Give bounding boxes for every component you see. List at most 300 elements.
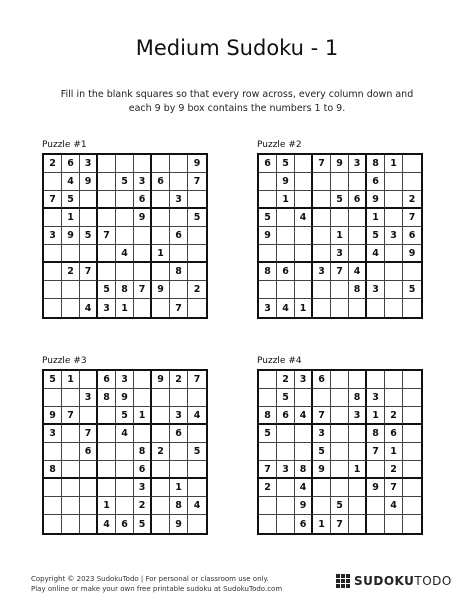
- sudoku-cell: 3: [259, 299, 277, 317]
- sudoku-cell: 7: [188, 173, 206, 191]
- sudoku-cell: 8: [44, 461, 62, 479]
- sudoku-cell: 7: [259, 461, 277, 479]
- sudoku-cell: 1: [385, 443, 403, 461]
- sudoku-cell: [98, 173, 116, 191]
- puzzle-label-3: Puzzle #3: [42, 356, 87, 366]
- sudoku-cell: 1: [367, 209, 385, 227]
- sudoku-cell: [277, 209, 295, 227]
- sudoku-cell: [385, 515, 403, 533]
- sudoku-grid-4: [257, 369, 423, 535]
- sudoku-cell: 6: [170, 227, 188, 245]
- sudoku-cell: 8: [259, 263, 277, 281]
- sudoku-cell: [313, 227, 331, 245]
- sudoku-cell: [295, 155, 313, 173]
- sudoku-cell: [331, 209, 349, 227]
- sudoku-cell: [188, 191, 206, 209]
- sudoku-cell: [259, 245, 277, 263]
- sudoku-cell: 7: [44, 191, 62, 209]
- sudoku-cell: 3: [80, 155, 98, 173]
- sudoku-cell: 6: [152, 173, 170, 191]
- sudoku-cell: [277, 497, 295, 515]
- sudoku-cell: [62, 299, 80, 317]
- sudoku-cell: 4: [295, 407, 313, 425]
- sudoku-cell: [134, 245, 152, 263]
- sudoku-cell: 4: [349, 263, 367, 281]
- sudokutodo-logo: [336, 574, 452, 588]
- sudoku-cell: 6: [80, 443, 98, 461]
- sudoku-cell: [188, 479, 206, 497]
- sudoku-cell: [295, 281, 313, 299]
- sudoku-cell: 8: [170, 263, 188, 281]
- sudoku-cell: [331, 299, 349, 317]
- sudoku-cell: [259, 281, 277, 299]
- sudoku-cell: [295, 191, 313, 209]
- sudoku-cell: [152, 191, 170, 209]
- sudoku-cell: [331, 443, 349, 461]
- sudoku-cell: 1: [367, 407, 385, 425]
- sudoku-cell: 9: [295, 497, 313, 515]
- sudoku-cell: 3: [349, 155, 367, 173]
- sudoku-cell: [80, 209, 98, 227]
- instructions-line-2: each 9 by 9 box contains the numbers 1 to 9.: [128, 103, 346, 114]
- sudoku-cell: [403, 515, 421, 533]
- sudoku-cell: [44, 515, 62, 533]
- sudoku-cell: 1: [62, 371, 80, 389]
- sudoku-cell: [62, 281, 80, 299]
- sudoku-cell: [62, 479, 80, 497]
- sudoku-cell: [295, 389, 313, 407]
- sudoku-cell: [116, 209, 134, 227]
- sudoku-cell: 8: [116, 281, 134, 299]
- sudoku-cell: 9: [403, 245, 421, 263]
- sudoku-cell: [331, 371, 349, 389]
- sudoku-cell: [188, 263, 206, 281]
- sudoku-cell: [385, 299, 403, 317]
- sudoku-cell: [313, 299, 331, 317]
- sudoku-cell: [349, 245, 367, 263]
- sudoku-cell: 7: [98, 227, 116, 245]
- sudoku-cell: 1: [331, 227, 349, 245]
- sudoku-cell: 6: [98, 371, 116, 389]
- sudoku-cell: 6: [134, 461, 152, 479]
- sudoku-cell: [152, 425, 170, 443]
- sudoku-cell: 1: [385, 155, 403, 173]
- sudoku-cell: [44, 479, 62, 497]
- sudoku-cell: 7: [331, 263, 349, 281]
- sudoku-cell: [170, 209, 188, 227]
- sudoku-cell: [403, 497, 421, 515]
- sudoku-cell: 3: [313, 425, 331, 443]
- sudoku-cell: [403, 371, 421, 389]
- sudoku-cell: [98, 245, 116, 263]
- sudoku-cell: [152, 497, 170, 515]
- sudoku-cell: [277, 515, 295, 533]
- sudoku-cell: [403, 461, 421, 479]
- sudoku-cell: 3: [170, 407, 188, 425]
- sudoku-cell: 6: [349, 191, 367, 209]
- sudoku-cell: 9: [331, 155, 349, 173]
- sudoku-cell: [349, 209, 367, 227]
- sudoku-cell: 1: [170, 479, 188, 497]
- sudoku-cell: 6: [62, 155, 80, 173]
- sudoku-cell: [116, 479, 134, 497]
- sudoku-cell: [385, 371, 403, 389]
- sudoku-cell: [116, 191, 134, 209]
- sudoku-cell: [80, 407, 98, 425]
- sudoku-cell: [80, 497, 98, 515]
- sudoku-cell: 5: [44, 371, 62, 389]
- sudoku-cell: [152, 209, 170, 227]
- sudoku-cell: 3: [80, 389, 98, 407]
- sudoku-cell: 2: [44, 155, 62, 173]
- sudoku-cell: 5: [331, 191, 349, 209]
- sudoku-cell: [403, 443, 421, 461]
- sudoku-cell: 7: [313, 155, 331, 173]
- sudoku-cell: [313, 281, 331, 299]
- sudoku-cell: [403, 173, 421, 191]
- sudoku-cell: [403, 407, 421, 425]
- sudoku-cell: [98, 191, 116, 209]
- sudoku-cell: 3: [134, 479, 152, 497]
- sudoku-cell: 9: [44, 407, 62, 425]
- sudoku-cell: [277, 227, 295, 245]
- sudoku-cell: 9: [313, 461, 331, 479]
- sudoku-cell: 5: [259, 209, 277, 227]
- sudoku-cell: [188, 425, 206, 443]
- sudoku-cell: [277, 443, 295, 461]
- page-title: Medium Sudoku - 1: [135, 36, 339, 60]
- sudoku-cell: 3: [116, 371, 134, 389]
- sudoku-cell: 7: [134, 281, 152, 299]
- sudoku-cell: 3: [313, 263, 331, 281]
- sudoku-cell: 5: [116, 173, 134, 191]
- sudoku-cell: 2: [170, 371, 188, 389]
- sudoku-cell: 1: [295, 299, 313, 317]
- sudoku-cell: [188, 227, 206, 245]
- sudoku-cell: [134, 299, 152, 317]
- sudoku-cell: 6: [134, 191, 152, 209]
- sudoku-cell: 5: [403, 281, 421, 299]
- sudoku-cell: [259, 443, 277, 461]
- sudoku-cell: 4: [62, 173, 80, 191]
- sudoku-cell: 4: [188, 407, 206, 425]
- sudoku-cell: 5: [134, 515, 152, 533]
- sudoku-cell: [44, 299, 62, 317]
- sudoku-cell: 5: [259, 425, 277, 443]
- sudoku-cell: [403, 155, 421, 173]
- sudoku-cell: [349, 425, 367, 443]
- sudoku-cell: 9: [367, 191, 385, 209]
- sudoku-cell: [403, 389, 421, 407]
- sudoku-cell: [44, 245, 62, 263]
- sudoku-cell: [98, 461, 116, 479]
- sudoku-cell: 8: [259, 407, 277, 425]
- puzzle-label-2: Puzzle #2: [257, 140, 302, 150]
- sudoku-cell: 2: [188, 281, 206, 299]
- sudoku-cell: 7: [62, 407, 80, 425]
- sudoku-cell: 9: [367, 479, 385, 497]
- sudoku-cell: 9: [134, 209, 152, 227]
- sudoku-cell: [188, 389, 206, 407]
- sudoku-cell: 1: [349, 461, 367, 479]
- sudoku-cell: [98, 209, 116, 227]
- sudoku-cell: [259, 389, 277, 407]
- sudoku-cell: 5: [367, 227, 385, 245]
- sudoku-cell: 3: [367, 389, 385, 407]
- sudoku-cell: 5: [313, 443, 331, 461]
- sudoku-cell: [403, 479, 421, 497]
- sudoku-cell: [116, 443, 134, 461]
- sudoku-cell: [188, 299, 206, 317]
- sudoku-cell: [277, 281, 295, 299]
- sudoku-cell: [259, 173, 277, 191]
- sudoku-cell: [385, 173, 403, 191]
- sudoku-cell: [367, 263, 385, 281]
- sudoku-cell: [152, 407, 170, 425]
- sudoku-cell: 2: [385, 407, 403, 425]
- sudoku-cell: 1: [134, 407, 152, 425]
- sudoku-cell: [62, 443, 80, 461]
- sudoku-cell: [44, 281, 62, 299]
- sudoku-cell: [277, 425, 295, 443]
- sudoku-cell: 2: [403, 191, 421, 209]
- instructions: [60, 88, 414, 116]
- sudoku-cell: [313, 497, 331, 515]
- sudoku-cell: [295, 263, 313, 281]
- sudoku-cell: [80, 515, 98, 533]
- sudoku-cell: 9: [277, 173, 295, 191]
- sudoku-cell: [152, 479, 170, 497]
- logo-wordmark: [354, 574, 452, 588]
- sudoku-cell: [170, 389, 188, 407]
- sudoku-cell: [277, 479, 295, 497]
- sudoku-cell: [188, 515, 206, 533]
- sudoku-cell: [152, 389, 170, 407]
- sudoku-cell: [44, 443, 62, 461]
- sudoku-cell: [170, 281, 188, 299]
- sudoku-cell: [331, 479, 349, 497]
- sudoku-cell: 6: [259, 155, 277, 173]
- sudoku-cell: [134, 227, 152, 245]
- sudoku-cell: [80, 461, 98, 479]
- sudoku-cell: 1: [98, 497, 116, 515]
- sudoku-cell: [62, 497, 80, 515]
- sudoku-cell: 3: [44, 227, 62, 245]
- sudoku-cell: 5: [98, 281, 116, 299]
- sudoku-cell: 8: [295, 461, 313, 479]
- sudoku-cell: 9: [152, 371, 170, 389]
- sudoku-cell: 8: [367, 155, 385, 173]
- sudoku-cell: 6: [170, 425, 188, 443]
- sudoku-cell: [331, 461, 349, 479]
- sudoku-cell: 8: [349, 389, 367, 407]
- sudoku-cell: 6: [277, 407, 295, 425]
- sudoku-cell: [331, 389, 349, 407]
- sudoku-cell: 8: [349, 281, 367, 299]
- sudoku-cell: [385, 389, 403, 407]
- sudoku-cell: 7: [188, 371, 206, 389]
- sudoku-cell: [62, 389, 80, 407]
- sudoku-cell: [385, 263, 403, 281]
- sudoku-cell: 7: [170, 299, 188, 317]
- sudoku-cell: 3: [98, 299, 116, 317]
- sudoku-cell: [277, 245, 295, 263]
- sudoku-cell: 8: [134, 443, 152, 461]
- sudoku-cell: [295, 425, 313, 443]
- sudoku-cell: 4: [385, 497, 403, 515]
- sudoku-cell: 2: [134, 497, 152, 515]
- sudoku-cell: 2: [385, 461, 403, 479]
- sudoku-cell: [403, 263, 421, 281]
- sudoku-cell: 8: [98, 389, 116, 407]
- sudoku-cell: [259, 515, 277, 533]
- sudoku-cell: [349, 479, 367, 497]
- sudoku-cell: [170, 461, 188, 479]
- sudoku-cell: 1: [62, 209, 80, 227]
- sudoku-cell: [134, 425, 152, 443]
- sudoku-cell: [80, 479, 98, 497]
- sudoku-cell: 4: [80, 299, 98, 317]
- sudoku-cell: [44, 263, 62, 281]
- sudoku-cell: [134, 371, 152, 389]
- sudoku-cell: [98, 155, 116, 173]
- sudoku-cell: [80, 245, 98, 263]
- sudoku-cell: [313, 173, 331, 191]
- sudoku-cell: [188, 461, 206, 479]
- sudoku-cell: 8: [367, 425, 385, 443]
- sudoku-cell: 5: [116, 407, 134, 425]
- sudoku-cell: [385, 209, 403, 227]
- puzzle-label-4: Puzzle #4: [257, 356, 302, 366]
- sudoku-cell: [367, 299, 385, 317]
- sudoku-cell: [116, 263, 134, 281]
- sudoku-cell: 1: [116, 299, 134, 317]
- sudoku-cell: 3: [367, 281, 385, 299]
- sudoku-cell: 3: [331, 245, 349, 263]
- sudoku-cell: 3: [385, 227, 403, 245]
- sudoku-cell: 4: [116, 245, 134, 263]
- sudoku-cell: [170, 443, 188, 461]
- sudoku-cell: 7: [313, 407, 331, 425]
- sudoku-cell: [98, 443, 116, 461]
- sudoku-cell: [62, 425, 80, 443]
- sudoku-cell: 4: [277, 299, 295, 317]
- sudoku-cell: 3: [277, 461, 295, 479]
- sudoku-cell: [152, 263, 170, 281]
- sudoku-cell: [116, 461, 134, 479]
- sudoku-cell: [116, 155, 134, 173]
- sudoku-cell: 6: [116, 515, 134, 533]
- sudoku-cell: [80, 281, 98, 299]
- sudoku-cell: [134, 155, 152, 173]
- sudoku-cell: [349, 173, 367, 191]
- sudoku-cell: [98, 425, 116, 443]
- sudoku-cell: 9: [116, 389, 134, 407]
- sudoku-cell: [152, 155, 170, 173]
- sudoku-cell: 5: [331, 497, 349, 515]
- sudoku-cell: [403, 425, 421, 443]
- sudoku-cell: [44, 389, 62, 407]
- sudoku-cell: [385, 245, 403, 263]
- sudoku-cell: 2: [62, 263, 80, 281]
- logo-text-bold: SUDOKU: [354, 574, 415, 588]
- sudoku-cell: 9: [170, 515, 188, 533]
- promo-line: Play online or make your own free printable sudoku at SudokuTodo.com: [31, 585, 283, 593]
- sudoku-cell: [295, 227, 313, 245]
- sudoku-cell: [170, 173, 188, 191]
- sudoku-cell: 5: [277, 155, 295, 173]
- sudoku-cell: [313, 479, 331, 497]
- sudoku-cell: [134, 389, 152, 407]
- sudoku-cell: 1: [277, 191, 295, 209]
- sudoku-cell: 4: [98, 515, 116, 533]
- sudoku-cell: [349, 515, 367, 533]
- sudoku-cell: [98, 263, 116, 281]
- sudoku-cell: [62, 515, 80, 533]
- sudoku-cell: 6: [367, 173, 385, 191]
- sudoku-cell: [44, 497, 62, 515]
- sudoku-cell: 4: [295, 479, 313, 497]
- sudoku-cell: [403, 299, 421, 317]
- sudoku-cell: 6: [295, 515, 313, 533]
- sudoku-cell: 5: [80, 227, 98, 245]
- sudoku-cell: [170, 245, 188, 263]
- logo-text-thin: TODO: [414, 574, 452, 588]
- sudoku-cell: 4: [188, 497, 206, 515]
- sudoku-cell: 6: [313, 371, 331, 389]
- sudoku-cell: 9: [152, 281, 170, 299]
- sudoku-cell: [349, 299, 367, 317]
- sudoku-cell: 9: [188, 155, 206, 173]
- sudoku-cell: [62, 245, 80, 263]
- sudoku-cell: 9: [259, 227, 277, 245]
- sudoku-cell: [44, 209, 62, 227]
- sudoku-cell: [385, 191, 403, 209]
- sudoku-cell: 7: [331, 515, 349, 533]
- sudoku-cell: 7: [80, 263, 98, 281]
- sudoku-cell: [331, 281, 349, 299]
- sudoku-cell: [152, 515, 170, 533]
- sudoku-cell: 2: [152, 443, 170, 461]
- sudoku-cell: [331, 425, 349, 443]
- sudoku-cell: [259, 191, 277, 209]
- sudoku-cell: [349, 497, 367, 515]
- sudoku-cell: 7: [80, 425, 98, 443]
- sudoku-cell: 5: [277, 389, 295, 407]
- sudoku-cell: [367, 461, 385, 479]
- sudoku-cell: [313, 245, 331, 263]
- sudoku-cell: [188, 245, 206, 263]
- sudoku-cell: [295, 245, 313, 263]
- copyright-line: Copyright © 2023 SudokuTodo | For personal or classroom use only.: [31, 575, 269, 583]
- sudoku-cell: 3: [349, 407, 367, 425]
- sudoku-cell: [152, 299, 170, 317]
- sudoku-cell: [367, 515, 385, 533]
- sudoku-cell: [313, 389, 331, 407]
- sudoku-cell: [98, 479, 116, 497]
- sudoku-cell: 7: [385, 479, 403, 497]
- sudoku-cell: [80, 191, 98, 209]
- sudoku-cell: 7: [403, 209, 421, 227]
- sudoku-cell: [62, 461, 80, 479]
- sudoku-cell: 4: [116, 425, 134, 443]
- sudoku-cell: 5: [188, 443, 206, 461]
- sudoku-cell: [385, 281, 403, 299]
- sudoku-cell: 5: [188, 209, 206, 227]
- sudoku-cell: [349, 443, 367, 461]
- sudoku-cell: [313, 191, 331, 209]
- sudoku-cell: [116, 227, 134, 245]
